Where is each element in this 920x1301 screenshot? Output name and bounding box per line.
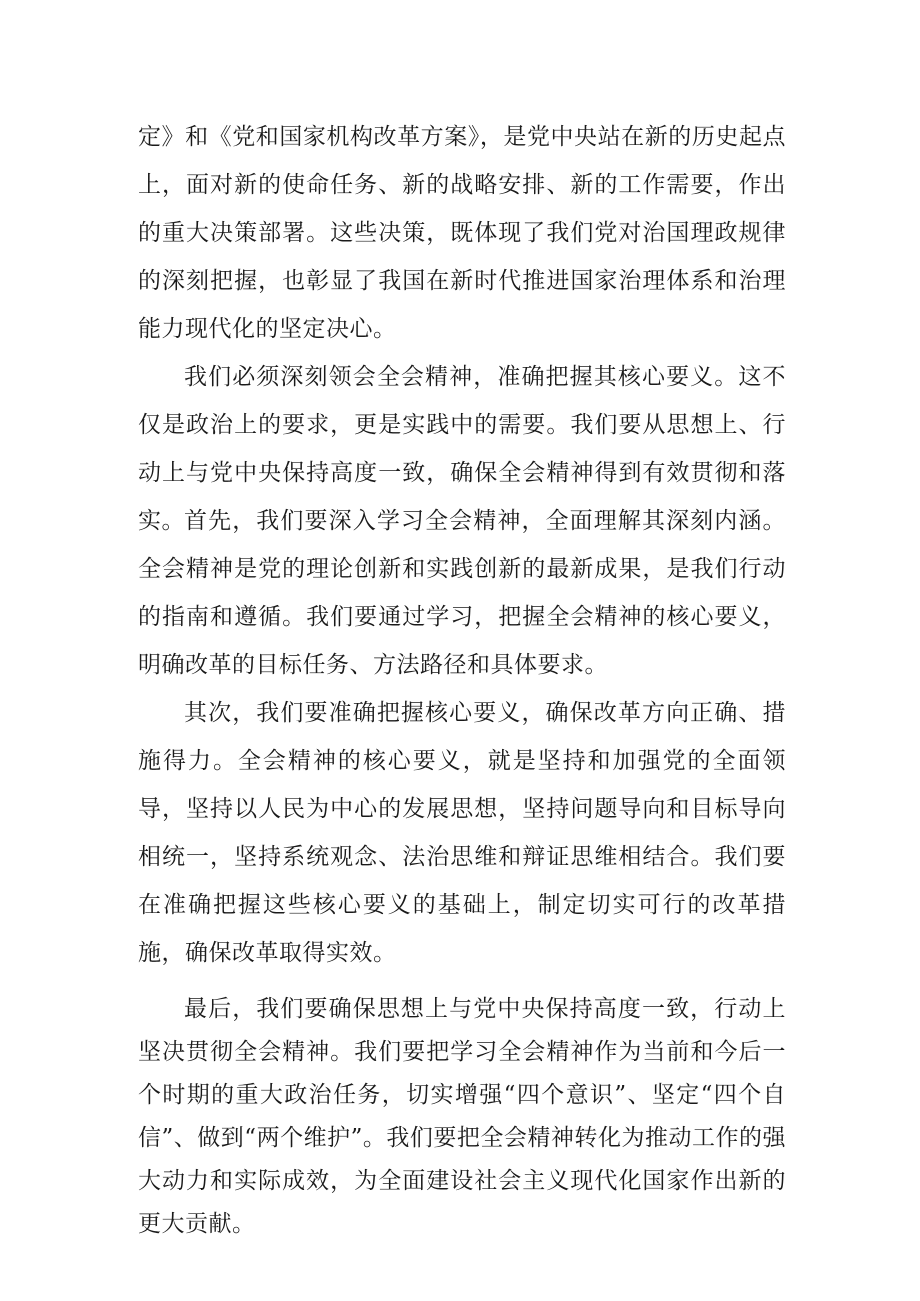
paragraph-text: 我们必须深刻领会全会精神，准确把握其核心要义。这不仅是政治上的要求，更是实践中的需要。我们要从思想上、行动上与党中央保持高度一致，确保全会精神得到有效贯彻和落实。: [138, 364, 786, 534]
paragraph-second: [138, 689, 786, 977]
paragraph-text: 定》和《党和国家机构改革方案》，是党中央站在新的历史起点上，面对新的使命任务、新的战略安排、新的工作需要，作出的重大决策部署。这些决策，既体现了我们党对治国理政规律的深刻把握，也彰显了我国在新时代推进国家治理体系和治理能力现代化的坚定决心。: [138, 124, 786, 342]
paragraph-text: 首先，我们要深入学习全会精神，全面理解其深刻内涵。全会精神是党的理论创新和实践创新的最新成果，是我们行动的指南和遵循。我们要通过学习，把握全会精神的核心要义，明确改革的目标任务、方法路径和具体要求。: [138, 508, 786, 678]
paragraph-finally: [138, 988, 786, 1246]
paragraph-text: 其次，我们要准确把握核心要义，确保改革方向正确、措施得力。全会精神的核心要义，就是坚持和加强党的全面领导，坚持以人民为中心的发展思想，坚持问题导向和目标导向相统一，坚持系统观念、法治思维和辩证思维相结合。我们要在准确把握这些核心要义的基础上，制定切实可行的改革措施，确保改革取得实效。: [138, 700, 786, 966]
paragraph-continuation: [138, 113, 786, 353]
paragraph-text: 最后，我们要确保思想上与党中央保持高度一致，行动上坚决贯彻全会精神。我们要把学习全会精神作为当前和今后一个时期的重大政治任务，切实增强“四个意识”、坚定“四个自信”、做到“两个维护”。我们要把全会精神转化为推动工作的强大动力和实际成效，为全面建设社会主义现代化国家作出新的更大贡献。: [138, 996, 786, 1237]
paragraph-first: [138, 497, 786, 689]
